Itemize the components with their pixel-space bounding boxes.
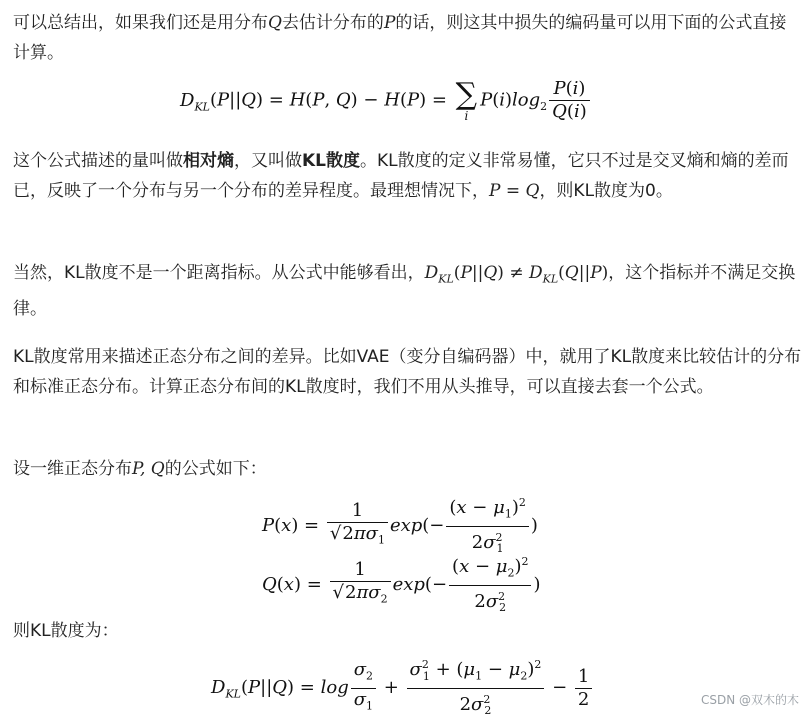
text: 的话，则这其中损失的编码量可以用下面的公式直接计算。 bbox=[13, 13, 787, 63]
text: 。KL散度的定义非常易懂，它只不过是交叉熵和熵的差而已，反映了一个分布与另一个分布的差异程度。最理想情况下， bbox=[13, 151, 789, 201]
text: 可以总结出，如果我们还是用分布 bbox=[13, 13, 268, 33]
equation-q-density: Q(x) = $\frac{1}{√2\pi\sigma_2}$ exp(− $\frac{(x - \mu_2)^2}{2\sigma^2_2}$ ) bbox=[262, 551, 541, 619]
paragraph-kl-divergence bbox=[13, 146, 803, 206]
equation-p-density: P(x) = $\frac{1}{√2\pi\sigma_1}$ exp(− $\frac{(x - \mu_1)^2}{2\sigma^2_1}$ ) bbox=[262, 492, 538, 560]
text: 当然，KL散度不是一个距离指标。从公式中能够看出， bbox=[13, 263, 425, 283]
text: ，又叫做 bbox=[234, 151, 302, 171]
paragraph-not-distance bbox=[13, 258, 803, 324]
equation-kl-definition: $D_{KL}(P||Q) = H(P$, Q) − H(P) = ∑ i $P(i)\log_2$ $\frac{P(i)}{Q(i)}$ bbox=[180, 78, 592, 123]
paragraph-setup bbox=[13, 454, 803, 484]
math-inline: P = Q bbox=[489, 181, 540, 201]
paragraph-intro bbox=[13, 8, 803, 68]
watermark: CSDN @双木的木 bbox=[700, 693, 799, 707]
math-inline: Q bbox=[268, 13, 282, 33]
text: ，这个指标并不满足交换律。 bbox=[13, 263, 796, 320]
paragraph-normal-distribution: KL散度常用来描述正态分布之间的差异。比如VAE（变分自编码器）中，就用了KL散度来比较估计的分布和标准正态分布。计算正态分布间的KL散度时，我们不用从头推导，可以直接去套一个公式。 bbox=[13, 347, 802, 397]
text: 的公式如下： bbox=[164, 459, 267, 479]
text: 这个公式描述的量叫做 bbox=[13, 151, 183, 171]
math-inline: P, Q bbox=[132, 459, 165, 479]
bold-term: 相对熵 bbox=[183, 151, 234, 171]
math-inline: $D_{KL}(P||Q) \ne D_{KL}(Q||P)$ bbox=[424, 263, 609, 286]
text: 设一维正态分布 bbox=[13, 459, 132, 479]
paragraph-result-intro: 则KL散度为： bbox=[13, 621, 119, 641]
math-inline: P bbox=[383, 13, 396, 33]
text: 去估计分布的 bbox=[281, 13, 384, 33]
bold-term: KL散度 bbox=[302, 151, 361, 171]
equation-kl-normal: $D_{KL}(P||Q) = \log$ $\frac{\sigma_2}{\sigma_1}$ + $\frac{\sigma^2_1 + (\mu_1 - \mu_2)^2}{2\sigma^2_2}$ − $\frac{1}{2}$ bbox=[211, 654, 594, 722]
text: ，则KL散度为0。 bbox=[539, 181, 673, 201]
